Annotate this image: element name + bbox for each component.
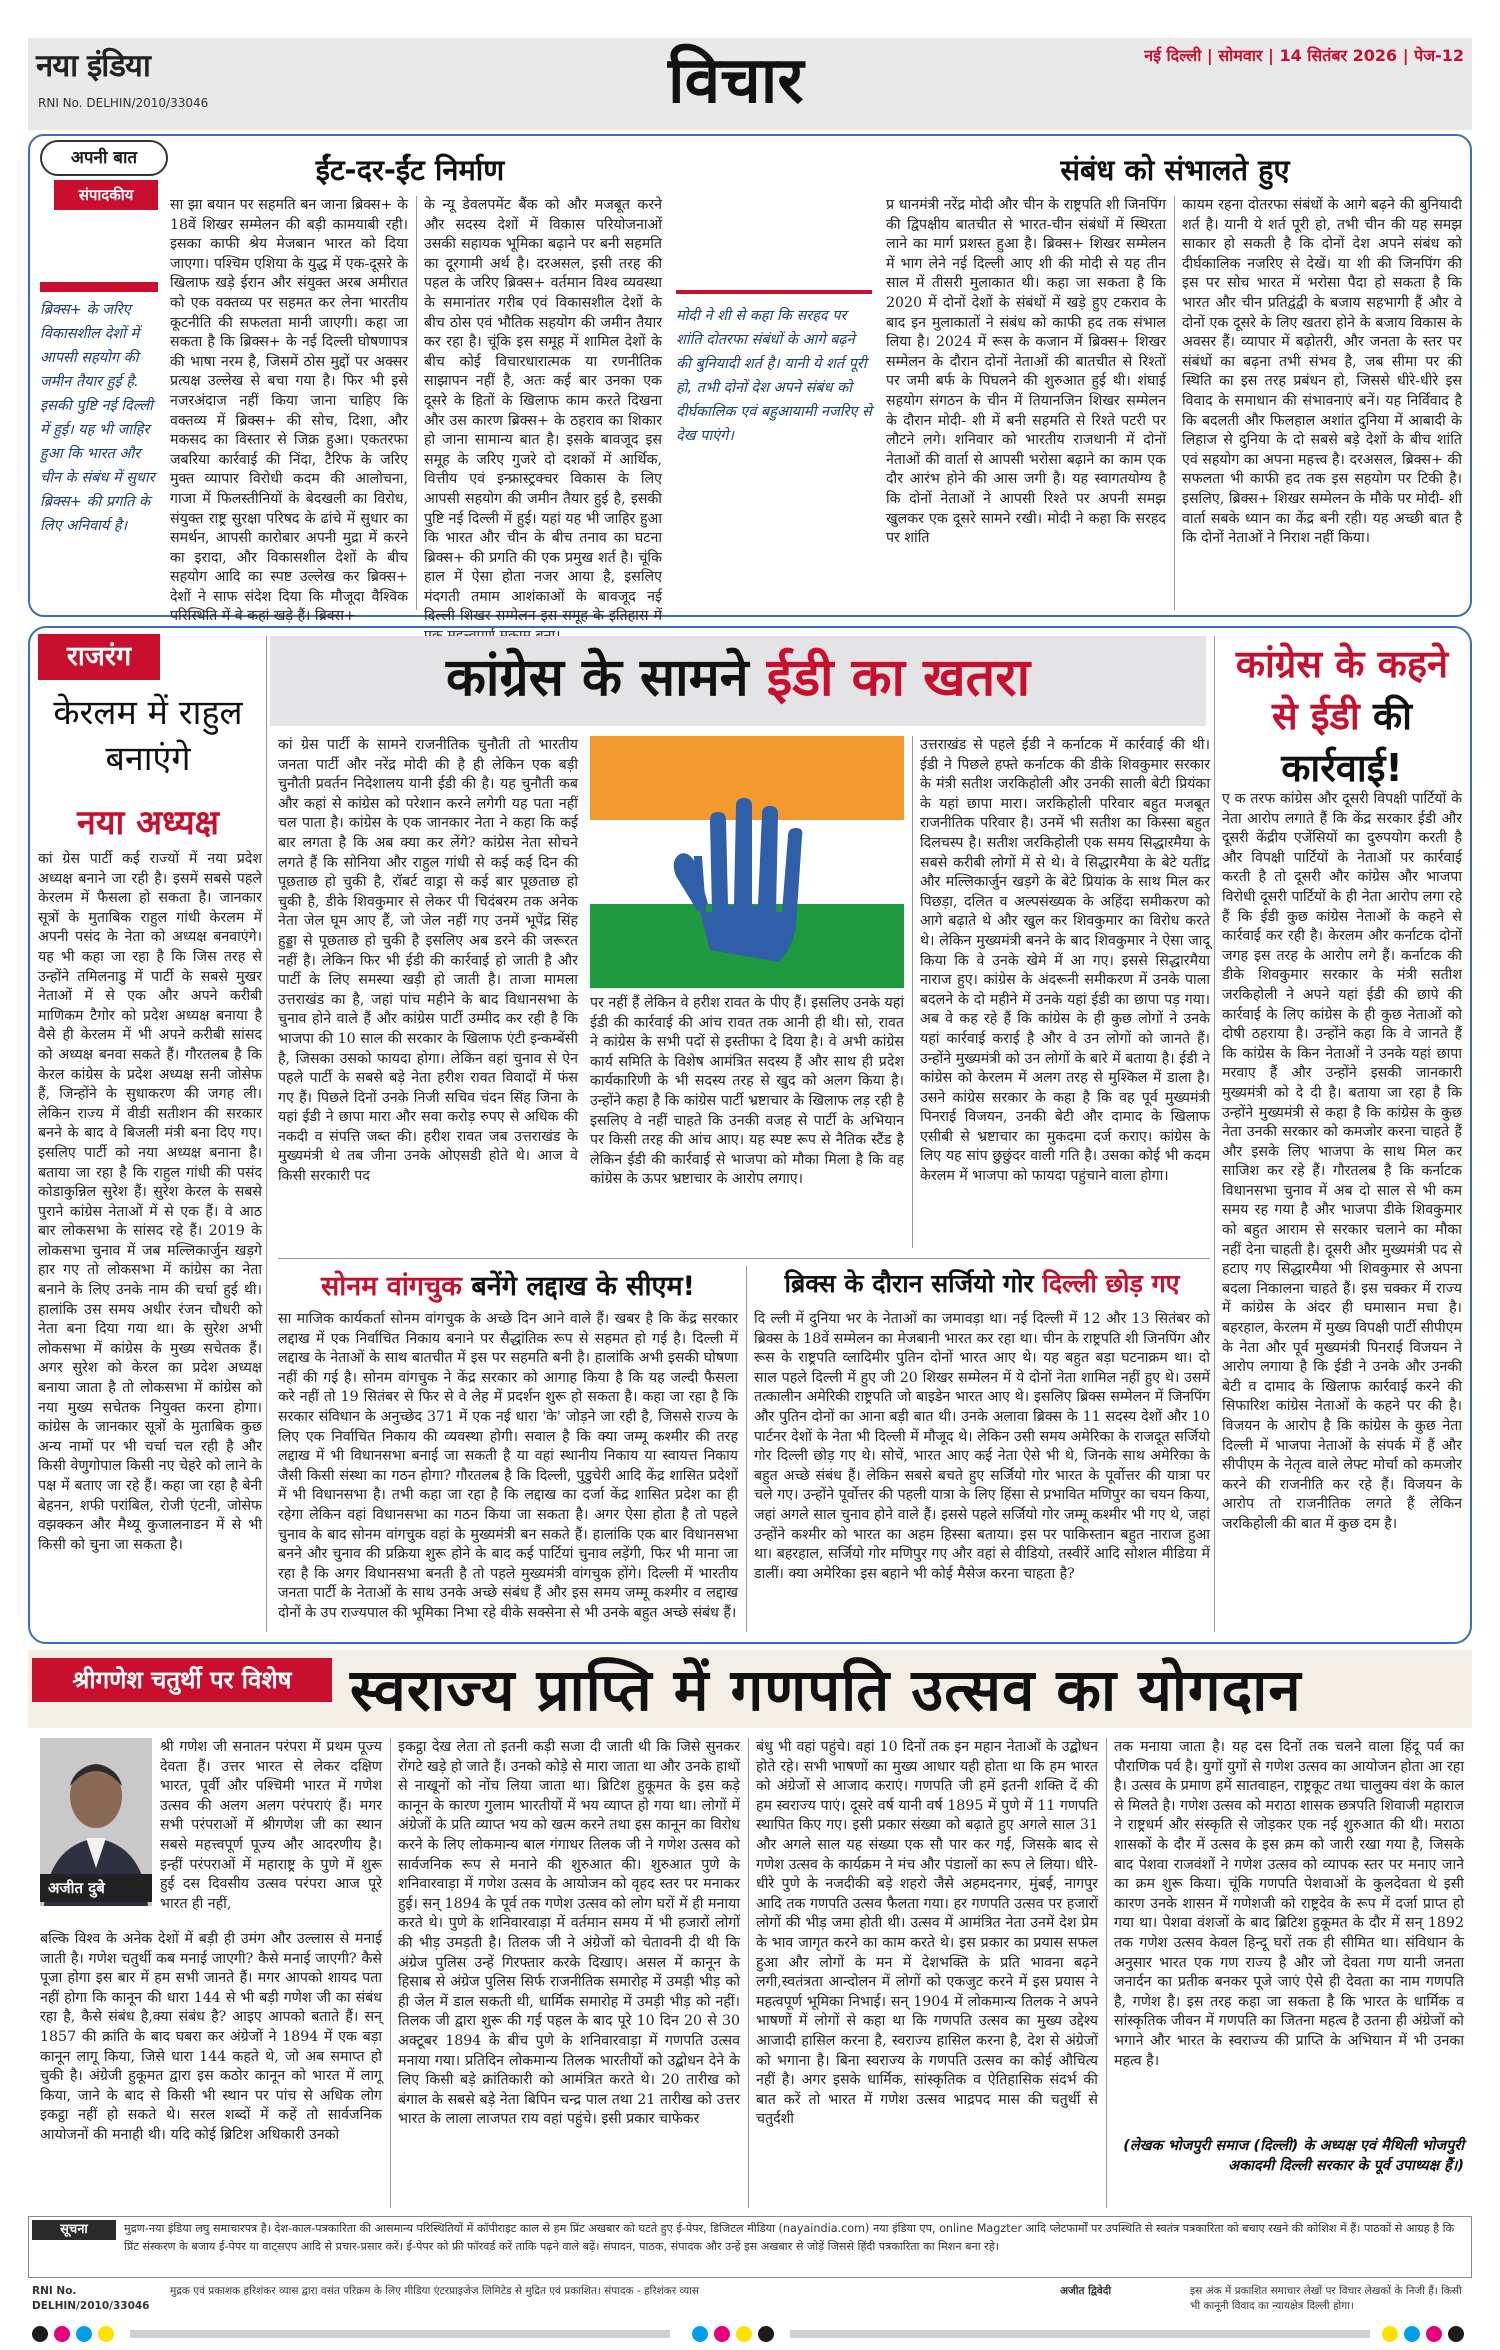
main-story-col-1: कां ग्रेस पार्टी के सामने राजनीतिक चुनौती तो भारतीय जनता पार्टी और नरेंद्र मोदी की है ही लेकिन एक बड़ी चुनौती प्रवर्तन निदेशालय यानी ईडी की है। यह चुनौती कब और कहां से कांग्रेस को परेशान करने लगेगी यह पता नहीं चल पाता है। कांग्रेस के एक जानकार नेता ने कहा कि कई बार लगता है कि अब क्या कर लेंगे? कांग्रेस नेता सोचने लगते हैं कि सोनिया और राहुल गांधी से कई कई दिन की पूछताछ हो चुकी है, रॉबर्ट वाड्रा से कई बार पूछताछ हो चुकी है, डीके शिवकुमार से लेकर पी चिदंबरम तक अनेक नेता जेल घूम आए हैं, जो जेल नहीं गए उनमें भूपेंद्र सिंह हुड्डा से पूछताछ हो चुकी है इसलिए अब डरने की जरूरत नहीं है। लेकिन फिर भी ईडी की कार्रवाई हो जाती है और पार्टी के लिए समस्या खड़ी हो जाती है। ताजा मामला उत्तराखंड का है, जहां पांच महीने के बाद विधानसभा के चुनाव होने वाले हैं और कांग्रेस पार्टी उम्मीद कर रही है कि भाजपा की 10 साल की सरकार के खिलाफ एंटी इन्कम्बेंसी है, जिसका उसको फायदा होगा। लेकिन वहां चुनाव से ऐन पहले पार्टी के सबसे बड़े नेता हरीश रावत विवादों में फंस गए हैं। पिछले दिनों उनके निजी सचिव चंदन सिंह जिना के यहां ईडी ने छापा मारा और सवा करोड़ रुपए से अधिक की नकदी व संपत्ति जब्त की। हरीश रावत जब उत्तराखंड के मुख्यमंत्री थे तब जीना उनके ओएसडी होते थे। आज वे किसी सरकारी पद: [278, 737, 578, 1185]
editor-name: अजीत द्विवेदी: [1060, 2285, 1112, 2297]
editorial-headline-1: ईंट-दर-ईंट निर्माण: [315, 153, 505, 187]
ganesh-col-1a: श्री गणेश जी सनातन परंपरा में प्रथम पूज्य देवता हैं। उत्तर भारत से लेकर दक्षिण भारत, पूर्वी और पश्चिमी भारत में गणेश उत्सव की अलग अलग परंपराएं हैं। मगर सभी परंपराओं में श्रीगणेश जी का स्थान सबसे महत्त्वपूर्ण पूज्य और आदरणीय है। इन्हीं परंपराओं में महाराष्ट्र के पुणे में शुरू हुई दस दिवसीय उत्सव परंपरा आज पूरे भारत ही नहीं,: [160, 1739, 382, 1912]
kerala-headline-highlight: नया अध्यक्ष: [76, 803, 220, 843]
ed-right-story: ए क तरफ कांग्रेस और दूसरी विपक्षी पार्टियों के नेता आरोप लगाते हैं कि केंद्र सरकार ईडी और दूसरी केंद्रीय एजेंसियों का दुरुपयोग करती है और विपक्षी पार्टियों के नेताओं पर कार्रवाई करती है तो दूसरी और कांग्रेस और भाजपा विरोधी दूसरी पार्टियों के ही नेता आरोप लगा रहे हैं कि ईडी कुछ कांग्रेस नेताओं के कहने से कार्रवाई कर रही है। केरलम और कर्नाटक दोनों जगह इस तरह के आरोप लगे हैं। कर्नाटक की डीके शिवकुमार सरकार के मंत्री सतीश जरकिहोली ने अपने यहां ईडी की छापे की कार्रवाई के लिए कांग्रेस के ही कुछ नेताओं को दोषी ठहराया है। उन्होंने कहा कि वे जानते हैं कि कांग्रेस के किन नेताओं ने उनके यहां छापा मरवाए हैं और उन्होंने इसकी जानकारी मुख्यमंत्री को दे दी है। बताया जा रहा है कि उन्होंने मुख्यमंत्री से कहा है कि कांग्रेस के कुछ नेता उनकी सरकार को कमजोर करना चाहते हैं और इसके लिए भाजपा के साथ मिल कर साजिश कर रहे हैं। गौरतलब है कि कर्नाटक विधानसभा चुनाव में अब दो साल से भी कम समय रह गया है और भाजपा डीके शिवकुमार को बहुत आराम से सरकार चलाने का मौका नहीं देना चाहती है। दूसरी और मुख्यमंत्री पद से हटाए गए सिद्धारमैया भी शिवकुमार से अपना बदला निकालना चाहते हैं। इस चक्कर में राज्य में कांग्रेस के अंदर ही घमासान मचा है। बहरहाल, केरलम में मुख्य विपक्षी पार्टी सीपीएम के नेता और पूर्व मुख्यमंत्री पिनराई विजयन ने आरोप लगाया है कि ईडी ने उनके और उनकी बेटी व दामाद के खिलाफ कार्रवाई करने की सिफारिश कांग्रेस नेताओं के कहने पर की है। विजयन के आरोप है कि कांग्रेस के कुछ नेता दिल्ली में भाजपा नेताओं के संपर्क में हैं और सीपीएम के नेतृत्व वाले लेफ्ट मोर्चा को कमजोर करने की राजनीति कर रहे हैं। विजयन के आरोप तो राजनीतिक लगते हैं लेकिन जरकिहोली की बात में कुछ दम है।: [1222, 791, 1462, 1532]
column-rule: [390, 1738, 391, 2208]
sonam-story: सा माजिक कार्यकर्ता सोनम वांगचुक के अच्छे दिन आने वाले हैं। खबर है कि केंद्र सरकार लद्दाख में एक निर्वाचित निकाय बनाने पर सैद्धांतिक रूप से सहमत हो गई है। दिल्ली में लद्दाख के नेताओं के साथ बातचीत में इस पर सहमति बनी है। हालांकि अभी इसकी घोषणा नहीं की गई है। सोनम वांगचुक ने केंद्र सरकार को आगाह किया है कि यह जल्दी फैसला करे नहीं तो 19 सितंबर से फिर से वे लेह में प्रदर्शन शुरू हो सकता है। कहा जा रहा है कि सरकार संविधान के अनुच्छेद 371 में एक नई धारा 'के' जोड़ने जा रही है, जिससे राज्य के लिए एक निर्वाचित निकाय की व्यवस्था होगी। सवाल है कि क्या जम्मू कश्मीर की तरह लद्दाख में भी विधानसभा बनाई जा सकती है या वहां स्थानीय निकाय या स्वायत्त निकाय जैसी किसी संस्था का गठन होगा? गौरतलब है कि दिल्ली, पुडुचेरी आदि केंद्र शासित प्रदेशों में भी विधानसभा है। तभी कहा जा रहा है कि लद्दाख का दर्जा केंद्र शासित प्रदेश का ही रहेगा लेकिन वहां विधानसभा का गठन किया जा सकता है। अगर ऐसा होता है तो पहले चुनाव के बाद सोनम वांगचुक वहां के मुख्यमंत्री बन सकते हैं। हालांकि एक बार विधानसभा बनने और चुनाव की प्रक्रिया शुरू होने के बाद कई पार्टियां चुनाव लड़ेंगी, फिर भी माना जा रहा है कि अगर विधानसभा बनती है तो पहले मुख्यमंत्री वांगचुक होंगे। दिल्ली में भारतीय जनता पार्टी के नेताओं के साथ उनके अच्छे संबंध हैं और इस समय जम्मू कश्मीर व लद्दाख दोनों के उप राज्यपाल की भूमिका निभा रहे वीके सक्सेना से भी उनके बहुत अच्छे संबंध हैं।: [278, 1311, 738, 1621]
imprint-line: मुद्रक एवं प्रकाशक हरिशंकर व्यास द्वारा वसंत परिक्रम के लिए मीडिया एंटरप्राइजेज लिमिटेड से मुद्रित एवं प्रकाशित। संपादक - हरिशंकर व्यास: [170, 2285, 699, 2297]
ganesh-col-4: तक मनाया जाता है। यह दस दिनों तक चलने वाला हिंदू पर्व का पौराणिक पर्व है। युगों युगों से गणेश उत्सव का आयोजन होता आ रहा है। उत्सव के प्रमाण हमें सातवाहन, राष्ट्रकूट तथा चालुक्य वंश के काल से मिलते है। गणेश उत्सव को मराठा शासक छत्रपति शिवाजी महाराज ने राष्ट्रधर्म और संस्कृति से जोड़कर एक नई शुरुआत की थी। मराठा शासकों के दौर में उत्सव के इस क्रम को जारी रखा गया है, जिसके बाद पेशवा राजवंशों ने गणेश उत्सव को व्यापक स्तर पर मनाए जाने का क्रम शुरू किया। चूंकि गणपति पेशवाओं के कुलदेवता थे इसी कारण उनके शासन में गणेशजी को राष्ट्रदेव के रूप में दर्जा प्राप्त हो गया था। पेशवा वंशजों के बाद ब्रिटिश हुकूमत के दौर में सन् 1892 तक गणेश उत्सव केवल हिन्दू घरों तक ही सीमित था। संविधान के अनुसार भारत एक गण राज्य है और जो देवता गण यानी जनता जनार्दन का प्रतीक बनकर पूजे जाएं ऐसे ही देवता का नाम गणपति है, गणेश है। इस तरह कहा जा सकता है कि भारत के धार्मिक व सांस्कृतिक जीवन में गणपति का जितना महत्व है उतना ही अंग्रेजों को भगाने और भारत के स्वराज्य की प्राप्ति के अभियान में भी उनका महत्व है।: [1114, 1739, 1464, 2069]
editorial-col-2: के न्यू डेवलपमेंट बैंक को और मजबूत करने और सदस्य देशों में विकास परियोजनाओं उसकी सहायक भूमिका बढ़ाने पर बनी सहमति का दूरगामी अर्थ है। दरअसल, इसी तरह की पहल के जरिए ब्रिक्स+ वर्तमान विश्व व्यवस्था के समानांतर गरीब एवं विकासशील देशों के बीच ठोस एवं भौतिक सहयोग की जमीन तैयार कर रहा है। चूंकि इस समूह में शामिल देशों के बीच कोई विचारधारात्मक या रणनीतिक साझापन नहीं है, अतः कई बार उनका एक दूसरे के हितों के खिलाफ काम करते दिखना और उस कारण ब्रिक्स+ के ठहराव का शिकार हो जाना सामान्य बात है। इसके बावजूद इस समूह के जरिए गुजरे दो दशकों में आर्थिक, वित्तीय एवं इन्फ्रास्ट्रक्चर विकास के लिए आपसी सहयोग की जमीन तैयार हुई है, इसकी पुष्टि नई दिल्ली में हुई। यहां यह भी जाहिर हुआ कि भारत और चीन के बीच तनाव का घटना ब्रिक्स+ की प्रगति की एक प्रमुख शर्त है। चूंकि हाल में ऐसा होता नजर आया है, इसलिए मंदगती तमाम आशंकाओं के बावजूद नई दिल्ली शिखर सम्मेलन इस समूह के इतिहास में: [424, 197, 662, 625]
pull-quote-rule: [40, 282, 158, 292]
story-divider: [278, 1258, 1210, 1259]
kerala-story: कां ग्रेस पार्टी कई राज्यों में नया प्रदेश अध्यक्ष बनाने जा रही है। इसमें सबसे पहले केरलम में फैसला हो सकता है। जानकार सूत्रों के मुताबिक राहुल गांधी केरलम में अपनी पसंद के नेता को अध्यक्ष बनवाएंगे। यह भी कहा जा रहा है कि जिस तरह से उन्होंने तमिलनाडु में पार्टी के सबसे मुखर नेताओं में से एक और अपने करीबी माणिकम टैगोर को प्रदेश अध्यक्ष बनाया है वैसे ही केरलम में भी अपने करीबी सांसद को अध्यक्ष बनवा सकते हैं। गौरतलब है कि केरल कांग्रेस के प्रदेश अध्यक्ष सनी जोसेफ हैं, जिन्होंने के सुधाकरण की जगह ली। लेकिन राज्य में वीडी सतीशन की सरकार बनने के बाद वे बिजली मंत्री बना दिए गए। इसलिए पार्टी को नया अध्यक्ष बनाना है। बताया जा रहा है कि राहुल गांधी की पसंद कोडाकुन्निल सुरेश हैं। सुरेश केरल के सबसे पुराने कांग्रेस नेताओं में से एक हैं। वे आठ बार लोकसभा के सांसद रहे हैं। 2019 के लोकसभा चुनाव में जब मल्लिकार्जुन खड़गे हार गए तो लोकसभा में कांग्रेस का नेता बनाने के लिए उनके नाम की चर्चा हुई थी। हालांकि उस समय अधीर रंजन चौधरी को नेता बना दिया गया था। के सुरेश अभी लोकसभा में कांग्रेस के मुख्य सचेतक हैं। अगर सुरेश को केरल का प्रदेश अध्यक्ष बनाया जाता है तो लोकसभा में कांग्रेस को नया मुख्य सचेतक नियुक्त करना होगा। कांग्रेस के जानकार सूत्रों के मुताबिक कुछ अन्य नामों पर भी चर्चा चल रही है और किसी वेणुगोपाल किसी नए चेहरे को लाने के पक्ष में बताए जा रहे हैं। कहा जा रहा है बेनी बेहनन, शफी परांबिल, रोजी एंटनी, जोसेफ वझक्कन और मैथ्यू कुजालनाडन में से भी किसी को चुना जा सकता है।: [38, 851, 262, 1553]
dateline: नई दिल्ली | सोमवार | 14 सितंबर 2026 | पेज-12: [1144, 46, 1464, 65]
ganesh-headline: स्वराज्य प्राप्ति में गणपति उत्सव का योगदान: [350, 1656, 1302, 1724]
main-headline: [270, 640, 1206, 711]
apni-baat-badge: अपनी बात: [40, 140, 168, 176]
column-rule: [746, 1266, 747, 1632]
kerala-headline: केरलम में राहुल बनाएंगे: [53, 693, 243, 779]
gor-headline-black: ब्रिक्स के दौरान सर्जियो गोर: [784, 1269, 1034, 1298]
author-note: (लेखक भोजपुरी समाज (दिल्ली) के अध्यक्ष एवं मैथिली भोजपुरी अकादमी दिल्ली सरकार के पूर्व उपाध्यक्ष हैं।): [1123, 2138, 1464, 2174]
column-rule: [1174, 196, 1175, 610]
ganesh-col-3: बंधु भी वहां पहुंचे। वहां 10 दिनों तक इन महान नेताओं के उद्बोधन होते रहे। सभी भाषणों का मुख्य आधार यही होता था कि हम भारत को अंग्रेजों से आजाद कराएं। गणपति जी हमें इतनी शक्ति दें की हम स्वराज्य पाएं। दूसरे वर्ष यानी वर्ष 1895 में पुणे में 11 गणपति स्थापित किए गए। इसी प्रकार संख्या को बढ़ाते हुए अगले साल 31 और अगले साल यह संख्या एक सौ पार कर गई, जिसके बाद से गणेश उत्सव के कार्यक्रम ने मंच और पंडालों का रूप ले लिया। धीरे-धीरे पुणे के नजदीकी बड़े शहरो जैसे अहमदनगर, मुंबई, नागपुर आदि तक गणपति उत्सव फैलता गया। हर गणपति उत्सव पर हजारों लोगों की भीड़ जमा होती थी। उत्सव में आमंत्रित नेता उनमें देश प्रेम के भाव जागृत करने का काम करते थे। इस प्रकार का प्रयास सफल हुआ और लोगों के मन में देशभक्ति के प्रति भावना बढ़ने लगी,स्वतंत्रता आन्दोलन में लोगों को एकजुट करने में इस प्रयास ने महत्वपूर्ण भूमिका निभाई। सन् 1904 में लोकमान्य तिलक ने अपने भाषणों में लोगों से कहा था कि गणपति उत्सव का मुख्य उद्देश्य आजादी हासिल करना है, स्वराज्य हासिल करना है, देश से अंग्रेजों को भगाना है। बिना स्वराज्य के गणपति उत्सव का कोई औचित्य नहीं है। अगर इसके धार्मिक, सांस्कृतिक व ऐतिहासिक संदर्भ की बात करें तो भारत में गणेश उत्सव भाद्रपद मास की चतुर्थी से चतुर्दशी: [756, 1739, 1098, 2128]
column-rule: [1214, 636, 1215, 1632]
gor-headline: [754, 1266, 1210, 1300]
main-headline-black: कांग्रेस के सामने: [445, 648, 749, 708]
editorial-col-4: कायम रहना दोतरफा संबंधों के आगे बढ़ने की बुनियादी शर्त है। यानी ये शर्त पूरी हो, तभी चीन की यह समझ साकार हो सकती है कि दोनों देश अपने संबंध को दीर्घकालिक नजरिए से देखें। या शी की जिनपिंग की इस पर सोच भारत में भरोसा पैदा हो सकता है कि भारत और चीन प्रतिद्वंद्वी के बजाय सहभागी हैं और वे दोनों एक दूसरे के लिए खतरा होने के बजाय विकास के अवसर हैं। व्यापार में बढ़ोतरी, और जनता के स्तर पर संबंधों का बढ़ना तभी संभव है, जब सीमा पर की स्थिति का इस तरह प्रबंधन हो, जिससे धीरे-धीरे इस विवाद के समाधान की संभावनाएं बनें। यह निर्विवाद है कि बदलती और फिलहाल अशांत दुनिया में आबादी के लिहाज से दुनिया के दो सबसे बड़े देशों के बीच शांति एवं सहयोग का अपना महत्त्व है। दरअसल, ब्रिक्स+ की सफलता भी काफी हद तक इस सहयोग पर टिकी है। इसलिए, ब्रिक्स+ शिखर सम्मेलन के मौके पर मोदी- शी वार्ता सबके ध्यान का केंद्र बनी रही। यह अच्छी बात है कि दोनों नेताओं ने निराश नहीं किया।: [1182, 197, 1462, 547]
notice-text: मुद्रण-नया इंडिया लघु समाचारपत्र है। देश-काल-पत्रकारिता की आसमान्य परिस्थितियों में कॉपीराइट काल से हम प्रिंट अखबार को घटते हुए ई-पेपर, डिजिटल मीडिया (nayaindia.com) नया इंडिया एप, online Magzter आदि प्लेटफार्मों पर उपस्थिति से स्वतंत्र पत्रकारिता को बचाए रखने की कोशिश में हैं। पाठकों से आग्रह है कि प्रिंट संस्करण के बजाय ई-पेपर या वाट्सएप आदि से प्रचार-प्रसार करें। ई-पेपर को फ्री फॉरवर्ड करें ताकि पढ़ने वाले बढ़ें। संपादन, पाठक, संपादक और उन्हें इस अखबार से जोड़ें जिससे हिंदी पत्रकारिता का मिशन बना रहे।: [124, 2222, 1455, 2253]
sonam-headline-red: सोनम वांगचुक: [321, 1271, 462, 1302]
author-byline: अजीत दुबे: [40, 1874, 152, 1902]
ganesh-col-2: इकट्ठा देख लेता तो इतनी कड़ी सजा दी जाती थी कि जिसे सुनकर रोंगटे खड़े हो जाते हैं। उनको कोड़े से मारा जाता था और उनके हाथों से नाखूनों को नोंच लिया जाता था। ब्रिटिश हुकूमत के इस कड़े कानून के कारण गुलाम भारतीयों में भय व्याप्त हो गया था। लोगों में अंग्रेजों के प्रति व्याप्त भय को खत्म करने तथा इस कानून का विरोध करने के लिए लोकमान्य बाल गंगाधर तिलक जी ने गणेश उत्सव को सार्वजनिक रूप से मनाने की शुरुआत की। शुरुआत पुणे के शनिवारवाड़ा में गणेश उत्सव के आयोजन को वृहद स्तर पर मनाकर हुई। सन् 1894 के पूर्व तक गणेश उत्सव को लोग घरों में ही मनाया करते थे। पुणे के शनिवारवाड़ा में वर्तमान समय में भी हजारों लोगों की भीड़ उमड़ती है। तिलक जी ने अंग्रेजों को चेतावनी दी थी कि अंग्रेज पुलिस उन्हें गिरफ्तार करके दिखाए। असल में कानून के हिसाब से अंग्रेज पुलिस सिर्फ राजनीतिक समारोह में उमड़ी भीड़ को ही जेल में डाल सकती थी, धार्मिक समारोह में उमड़ी भीड़ को नहीं। तिलक जी द्वारा शुरू की गई पहल के बाद पूरे 10 दिन 20 से 30 अक्टूबर 1894 के बीच पुणे के शनिवारवाड़ा में गणपति उत्सव मनाया गया। प्रतिदिन लोकमान्य तिलक भारतीयों को उद्बोधन देने के लिए किसी बड़े क्रांतिकारी को आमंत्रित करते थे। 20 तारीख को बंगाल के सबसे बड़े नेता बिपिन चन्द्र पाल तथा 21 तारीख को उत्तर भारत के लाला लाजपत राय वहां पहुंचे। इसी प्रकार चाफेकर: [398, 1739, 740, 2128]
gor-story: दि ल्ली में दुनिया भर के नेताओं का जमावड़ा था। नई दिल्ली में 12 और 13 सितंबर को ब्रिक्स के 18वें सम्मेलन का मेजबानी भारत कर रहा था। चीन के राष्ट्रपति शी जिनपिंग और रूस के राष्ट्रपति व्लादिमीर पुतिन दोनों भारत आए थे। यह बहुत बड़ा घटनाक्रम था। दो साल पहले दिल्ली में हुए जी 20 शिखर सम्मेलन में ये दोनों नेता शामिल नहीं हुए थे। उसमें तत्कालीन अमेरिकी राष्ट्रपति जो बाइडेन भारत आए थे। इसलिए ब्रिक्स सम्मेलन में जिनपिंग और पुतिन दोनों का आना बड़ी बात थी। उनके अलावा ब्रिक्स के 11 सदस्य देशों और 10 पार्टनर देशों के नेता भी दिल्ली में मौजूद थे। लेकिन उसी समय अमेरिका के राजदूत सर्जियो गोर दिल्ली छोड़ गए थे। सोचें, भारत आए कई नेता ऐसे भी थे, जिनके साथ अमेरिका के बहुत अच्छे संबंध हैं। लेकिन सबसे बचते हुए सर्जियो गोर भारत के पूर्वोत्तर की यात्रा पर चले गए। उन्होंने पूर्वोत्तर की पहली यात्रा के लिए हिंसा से प्रभावित मणिपुर का चयन किया, जहां अगले साल चुनाव होने वाले हैं। इससे पहले सर्जियो गोर जम्मू कश्मीर भी गए थे, जहां उन्होंने कश्मीर को भारत का अहम हिस्सा बताया। इस पर पाकिस्तान बहुत नाराज हुआ था। बहरहाल, सर्जियो गोर मणिपुर गए और वहां से वीडियो, तस्वीरें आदि सोशल मीडिया में डालीं। क्या अमेरिका इस बहाने भी कोई मैसेज करना चाहता है?: [754, 1311, 1210, 1582]
main-headline-red: ईडी का खतरा: [766, 648, 1031, 708]
editorial-col-1: सा झा बयान पर सहमति बन जाना ब्रिक्स+ के 18वें शिखर सम्मेलन की बड़ी कामयाबी रही। इसका काफी श्रेय मेजबान भारत को दिया जाएगा। पश्चिम एशिया के युद्ध में एक-दूसरे के खिलाफ खड़े ईरान और संयुक्त अरब अमीरात को एक वक्तव्य पर सहमत कर लेना भारतीय कूटनीति की सफलता मानी जाएगी। कहा जा सकता है कि ब्रिक्स+ के नई दिल्ली घोषणापत्र की भाषा नरम है, जिसमें ठोस मुद्दों पर अक्सर प्रत्यक्ष उल्लेख से बचा गया है। फिर भी इसे नजरअंदाज नहीं किया जाना चाहिए कि वक्तव्य में ब्रिक्स+ की सोच, दिशा, और मकसद का विस्तार से जिक्र हुआ। एकतरफा जबरिया कार्रवाई की निंदा, टैरिफ के जरिए मुक्त व्यापार विरोधी कदम की आलोचना, गाजा में फिलस्तीनियों के बेदखली का विरोध, संयुक्त राष्ट्र सुरक्षा परिषद के ढांचे में सुधार का समर्थन, आपसी कारोबार अपनी मुद्रा में करने का इरादा, और विकासशील देशों के बीच सहयोग आदि का स्पष्ट उल्लेख कर ब्रिक्स+ देशों ने साफ संदेश दिया कि मौजूदा वैश्विक परिस्थिति में वे कहां खड़े हैं। ब्रिक्स+: [170, 197, 408, 625]
congress-logo: [590, 736, 904, 988]
column-rule: [1106, 1738, 1107, 2208]
print-registration-marks: [0, 2322, 1500, 2346]
rajrang-tag: राजरंग: [38, 634, 160, 680]
editorial-col-3: प्र धानमंत्री नरेंद्र मोदी और चीन के राष्ट्रपति शी जिनपिंग की द्विपक्षीय बातचीत से भारत-चीन संबंधों में स्थिरता लाने का मार्ग प्रशस्त हुआ है। ब्रिक्स+ शिखर सम्मेलन में भाग लेने नई दिल्ली आए शी की मोदी से यह तीन साल में तीसरी मुलाकात थी। कहा जा सकता है कि 2020 में दोनों देशों के संबंधों में खड़े हुए टकराव के बाद इन मुलाकातों ने संबंध को काफी हद तक संभाल लिया है। 2024 में रूस के कजान में ब्रिक्स+ शिखर सम्मेलन के दौरान दोनों नेताओं की बातचीत से रिश्तों पर जमी बर्फ के पिघलने की शुरुआत हुई थी। शंघाई सहयोग संगठन के चीन में तियानजिन शिखर सम्मेलन के दौरान मोदी- शी में बनी सहमति से रिश्ते पटरी पर लौटने लगे। शनिवार को भारतीय राजधानी में दोनों नेताओं की वार्ता से आपसी भरोसा बढ़ाने का काम एक दौर आरंभ होने की आस जगी है। यह स्वागतयोग्य है कि दोनों नेताओं ने आपसी रिश्ते पर अपनी समझ खुलकर एक दूसरे सामने रखी। मोदी ने कहा कि सरहद पर शांति: [886, 197, 1166, 547]
gor-headline-red: दिल्ली छोड़ गए: [1042, 1269, 1180, 1298]
rni-footer: RNI No. DELHIN/2010/33046: [32, 2285, 150, 2312]
main-story-col-3: उत्तराखंड से पहले ईडी ने कर्नाटक में कार्रवाई की थी। ईडी ने पिछले हफ्ते कर्नाटक की डीके शिवकुमार सरकार के मंत्री सतीश जरकिहोली और उनकी साली बेटी प्रियंका के यहां छापा मारा। जरकिहोली परिवार बहुत मजबूत राजनीतिक परिवार है। उनमें भी सतीश का किस्सा बहुत दिलचस्प है। सतीश जरकिहोली एक समय सिद्धारमैया के सबसे करीबी लोगों में से थे। वे सिद्धारमैया के बेटे यतींद्र और मल्लिकार्जुन खड़गे के बेटे प्रियांक के साथ मिल कर पिछड़ा, दलित व अल्पसंख्यक के अहिंदा समीकरण को आगे बढ़ाते थे और खुल कर शिवकुमार का विरोध करते थे। लेकिन मुख्यमंत्री बनने के बाद शिवकुमार ने ऐसा जादू किया कि वे उनके खेमे में आ गए। इससे सिद्धारमैया नाराज हुए। कांग्रेस के अंदरूनी समीकरण में उनके पाला बदलने के दो महीने में उनके यहां ईडी का छापा पड़ गया। अब वे कह रहे हैं कि कांग्रेस के ही कुछ लोगों ने उनके यहां कार्रवाई कराई है और वे उन लोगों को जानते हैं। उन्होंने मुख्यमंत्री को उन लोगों के बारे में बताया है। ईडी ने कांग्रेस को केरलम में अलग तरह से मुश्किल में डाला है। उसने कांग्रेस सरकार के कहा है कि वह पूर्व मुख्यमंत्री पिनराई विजयन, उनकी बेटी और दामाद के खिलाफ एसीबी से भ्रष्टाचार का मुकदमा दर्ज कराए। कांग्रेस के लिए यह सांप छुछुंदर वाली गति है। उसका कोई भी कदम केरलम में भाजपा को फायदा पहुंचाने वाला होगा।: [920, 737, 1210, 1185]
ed-right-headline-black: कांग्रेस के कहने से ईडी: [1235, 642, 1449, 738]
ed-right-headline: [1222, 638, 1462, 794]
column-rule: [416, 196, 417, 610]
main-story-col-2: पर नहीं हैं लेकिन वे हरीश रावत के पीए हैं। इसलिए उनके यहां ईडी की कार्रवाई की आंच रावत तक आनी ही थी। सो, रावत ने कांग्रेस के सभी पदों से इस्तीफा दे दिया है। वे अभी कांग्रेस कार्य समिति के विशेष आमंत्रित सदस्य हैं और साथ ही प्रदेश कार्यकारिणी के भी सदस्य तरह से खुद को अलग किया है। उन्होंने कहा है कि कांग्रेस पार्टी भ्रष्टाचार के खिलाफ लड़ रही है इसलिए वे नहीं चाहते कि उनकी वजह से पार्टी के अभियान पर किसी तरह की आंच आए। यह स्पष्ट रूप से नैतिक स्टैंड है लेकिन ईडी की कार्रवाई से भाजपा को मौका मिला है कि वह कांग्रेस के ऊपर भ्रष्टाचार के आरोप लगाए।: [590, 995, 904, 1188]
ed-right-headline-red: की कार्रवाई!: [1281, 694, 1412, 790]
pull-quote-left: ब्रिक्स+ के जरिए विकासशील देशों में आपसी सहयोग की जमीन तैयार हुई है. इसकी पुष्टि नई दिल्ली में हुई। यह भी जाहिर हुआ कि भारत और चीन के संबंध में सुधार ब्रिक्स+ की प्रगति के लिए अनिवार्य है।: [40, 302, 155, 534]
editorial-headline-2: संबंध को संभालते हुए: [1060, 153, 1290, 187]
pull-quote-mid: मोदी ने शी से कहा कि सरहद पर शांति दोतरफा संबंधों के आगे बढ़ने की बुनियादी शर्त है। यानी ये शर्त पूरी हो, तभी दोनों देश अपने संबंध को दीर्घकालिक एवं बहुआयामी नजरिए से देख पाएंगे।: [676, 290, 872, 448]
sonam-headline-black: बनेंगे लद्दाख के सीएम!: [471, 1271, 695, 1302]
column-rule: [912, 736, 913, 1248]
newspaper-logo: नया इंडिया: [36, 48, 150, 84]
ganesh-col-1b: बल्कि विश्व के अनेक देशों में बड़ी ही उमंग और उल्लास से मनाई जाती है। गणेश चतुर्थी कब मनाई जाएगी? कैसे मनाई जाएगी? कैसे पूजा होगा इस बार में हम सभी जानते हैं। मगर आपको शायद पता नहीं होगा कि कानून की धारा 144 से भी बड़ी गणेश जी का संबंध रहा है, कैसे संबंध है,क्या संबंध है? आइए आपको बताते हैं। सन् 1857 की क्रांति के बाद घबरा कर अंग्रेजों ने 1894 में एक बड़ा कानून लागू किया, जिसे धारा 144 कहते थे, जो अब समाप्त हो चुकी है। अंग्रेजी हुकूमत द्वारा इस कठोर कानून को भारत में लागू किया, जाने के बाद से किसी भी स्थान पर पांच से अधिक लोग इकट्ठा नहीं हो सकते थे। सरल शब्दों में कहें तो सार्वजनिक आयोजनों की मनाही थी। यदि कोई ब्रिटिश अधिकारी उनको: [40, 1931, 382, 2143]
sonam-headline: [278, 1266, 738, 1303]
column-rule: [748, 1738, 749, 2208]
sampadkiya-tag: संपादकीय: [54, 180, 158, 210]
section-title: विचार: [668, 44, 804, 118]
column-rule: [266, 636, 267, 1632]
rni-number: RNI No. DELHIN/2010/33046: [38, 96, 209, 110]
legal-disclaimer: इस अंक में प्रकाशित समाचार लेखों पर विचार लेखकों के निजी हैं। किसी भी कानूनी विवाद का न्यायक्षेत्र दिल्ली होगा।: [1190, 2285, 1462, 2312]
notice-tag: सूचना: [32, 2220, 116, 2240]
ganesh-special-tag: श्रीगणेश चतुर्थी पर विशेष: [32, 1658, 332, 1702]
